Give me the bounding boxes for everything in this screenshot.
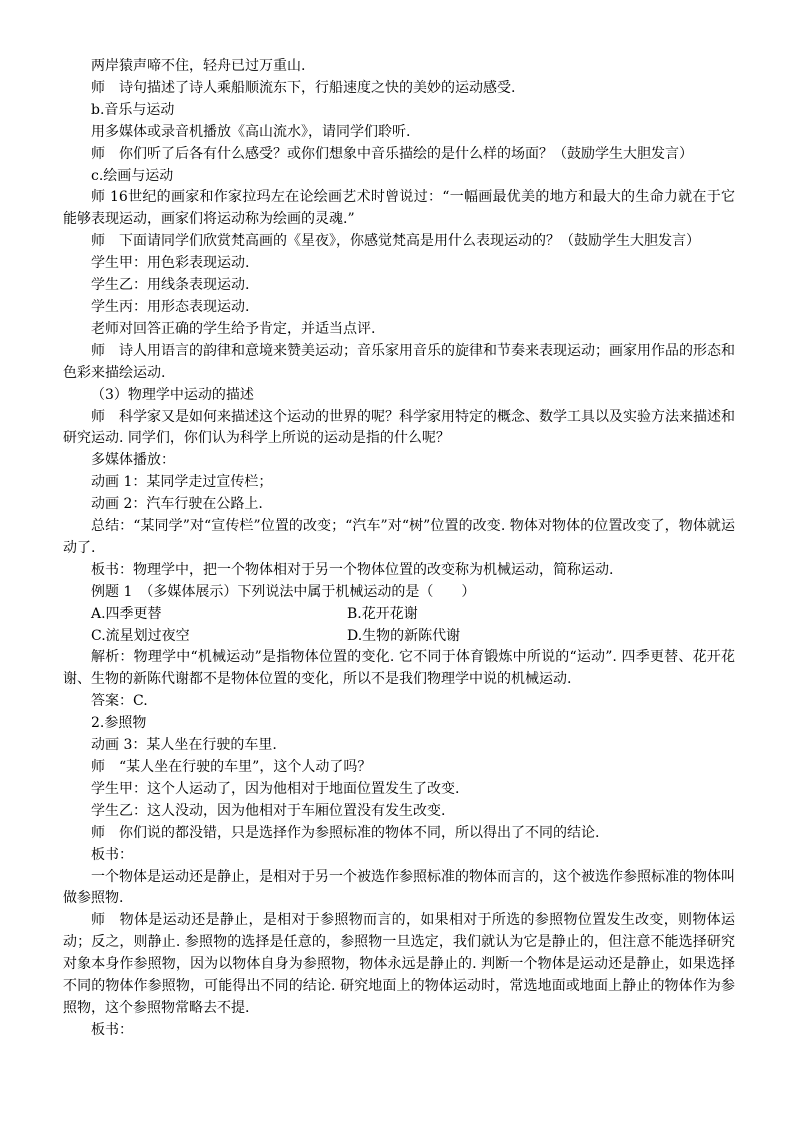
paragraph: 师 科学家又是如何来描述这个运动的世界的呢？科学家用特定的概念、数学工具以及实验方法来描述和研究运动. 同学们，你们认为科学上所说的运动是指的什么呢？ [63,408,735,447]
paragraph: 板书：物理学中，把一个物体相对于另一个物体位置的改变称为机械运动，简称运动. [91,561,614,578]
answer: 答案：C. [91,693,148,710]
paragraph: 一个物体是运动还是静止，是相对于另一个被选作参照标准的物体而言的，这个被选作参照标准的物体叫做参照物. [63,868,735,907]
option-c: C.流星划过夜空 [91,627,190,644]
paragraph: 总结：“某同学”对“宣传栏”位置的改变；“汽车”对“树”位置的改变. 物体对物体的位置改变了，物体就运动了. [63,518,735,556]
paragraph: 师 “某人坐在行驶的车里”，这个人动了吗？ [91,759,372,775]
paragraph: 学生乙：用线条表现运动. [91,277,250,294]
paragraph: 解析：物理学中“机械运动”是指物体位置的变化. 它不同于体育锻炼中所说的“运动”. 四季更替、花开花谢、生物的新陈代谢都不是物体位置的变化，所以不是我们物理学中说的机械运动. [63,649,735,688]
options-row [63,604,735,626]
section-heading: b.音乐与运动 [91,101,175,118]
section-heading: 2.参照物 [91,715,147,732]
paragraph: 动画 1：某同学走过宣传栏； [91,474,273,491]
paragraph: 师 16世纪的画家和作家拉玛左在论绘画艺术时曾说过：“一幅画最优美的地方和最大的生命力就在于它能够表现运动，画家们将运动称为绘画的灵魂.” [63,189,735,228]
paragraph: 两岸猿声啼不住，轻舟已过万重山. [91,58,306,74]
paragraph: 师 诗句描述了诗人乘船顺流东下，行船速度之快的美妙的运动感受. [91,79,516,96]
paragraph: 学生乙：这人没动，因为他相对于车厢位置没有发生改变. [91,802,446,819]
paragraph: 师 你们说的都没错，只是选择作为参照标准的物体不同，所以得出了不同的结论. [91,824,600,841]
options-row [63,626,735,648]
paragraph: 动画 2：汽车行驶在公路上. [91,496,263,513]
paragraph: 动画 3：某人坐在行驶的车里. [91,737,277,754]
paragraph: 板书： [91,1021,133,1038]
option-b: B.花开花谢 [347,605,418,622]
document-page [63,56,735,1042]
paragraph: 多媒体播放： [91,452,175,469]
paragraph: 板书： [91,846,133,863]
paragraph: 师 你们听了后各有什么感受？或你们想象中音乐描绘的是什么样的场面？（鼓励学生大胆发言） [91,145,693,162]
paragraph: 学生丙：用形态表现运动. [91,298,250,315]
option-d: D.生物的新陈代谢 [347,627,461,644]
paragraph: 学生甲：这个人运动了，因为他相对于地面位置发生了改变. [91,780,460,797]
section-heading: c.绘画与运动 [91,167,174,184]
paragraph: 师 下面请同学们欣赏梵高画的《星夜》，你感觉梵高是用什么表现运动的？（鼓励学生大胆发言） [91,233,700,250]
paragraph: 师 诗人用语言的韵律和意境来赞美运动；音乐家用音乐的旋律和节奏来表现运动；画家用作品的形态和色彩来描绘运动. [63,342,735,381]
paragraph: 师 物体是运动还是静止，是相对于参照物而言的，如果相对于所选的参照物位置发生改变，则物体运动；反之，则静止. 参照物的选择是任意的，参照物一旦选定，我们就认为它是静止的，但注意不能选择研究对象本身作参照物，因为以物体自身为参照物，物体永远是静止的. 判断一个物体是运动还是静止，如果选择不同的物体作参照物，可能得出不同的结论. 研究地面上的物体运动时，常选地面或地面上静止的物体作为参照物，这个参照物常略去不提. [63,912,735,1016]
paragraph: 老师对回答正确的学生给予肯定，并适当点评. [91,320,376,337]
example-question: 例题 1 （多媒体展示）下列说法中属于机械运动的是（ ） [91,583,476,600]
option-a: A.四季更替 [91,605,162,622]
paragraph: 用多媒体或录音机播放《高山流水》，请同学们聆听. [91,123,411,140]
section-heading: （3）物理学中运动的描述 [91,386,254,403]
paragraph: 学生甲：用色彩表现运动. [91,255,250,272]
